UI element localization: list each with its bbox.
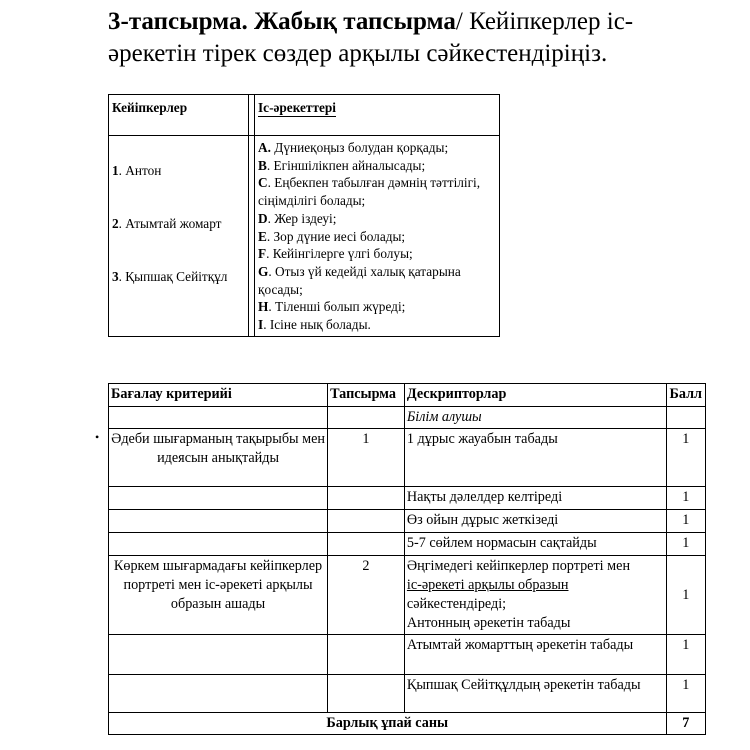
- total-value: 7: [666, 713, 705, 735]
- score: 1: [666, 635, 705, 675]
- action-item: A. Дүниеқоңыз болудан қорқады;: [258, 140, 449, 155]
- character-item: 1. Антон: [112, 163, 162, 178]
- empty-cell: [109, 487, 328, 510]
- score: 1: [666, 429, 705, 487]
- task-2: 2: [328, 556, 405, 635]
- characters-cell: [109, 136, 249, 337]
- descriptors-header: Дескрипторлар: [404, 384, 666, 407]
- empty-cell: [109, 533, 328, 556]
- descriptor: Өз ойын дұрыс жеткізеді: [404, 510, 666, 533]
- descriptor: 5-7 сөйлем нормасын сақтайды: [404, 533, 666, 556]
- action-item: I. Ісіне нық болады.: [258, 317, 371, 333]
- score: 1: [666, 487, 705, 510]
- empty-cell: [328, 533, 405, 556]
- score: 1: [666, 533, 705, 556]
- empty-cell: [328, 487, 405, 510]
- descriptor: 1 дұрыс жауабын табады: [404, 429, 666, 487]
- actions-header: Іс-әрекеттері: [255, 95, 500, 136]
- empty-cell: [328, 510, 405, 533]
- total-label: Барлық ұпай саны: [109, 713, 667, 735]
- empty-cell: [109, 675, 328, 713]
- learner-label: Білім алушы: [404, 407, 666, 429]
- characters-header: Кейіпкерлер: [109, 95, 249, 136]
- action-item: D. Жер іздеуі;: [258, 210, 337, 226]
- action-item: E. Зор дүние иесі болады;: [258, 228, 406, 244]
- score: 1: [666, 510, 705, 533]
- empty-cell: [328, 407, 405, 429]
- character-item: 2. Атымтай жомарт: [112, 216, 222, 231]
- task-heading-bold: 3-тапсырма. Жабық тапсырма: [108, 8, 456, 35]
- task-heading-text: / Кейіпкерлер іс-әрекетін тірек сөздер арқылы сәйкестендіріңіз.: [108, 8, 634, 67]
- score-header: Балл: [666, 384, 705, 407]
- bullet-marker: •: [95, 430, 100, 444]
- action-item: C. Еңбекпен табылған дәмнің тәттілігі, сіңімділігі болады;: [258, 175, 481, 209]
- task-header: Тапсырма: [328, 384, 405, 407]
- actions-cell: [255, 136, 500, 337]
- character-item: 3. Қыпшақ Сейітқұл: [112, 269, 228, 284]
- empty-cell: [109, 407, 328, 429]
- empty-cell: [328, 675, 405, 713]
- task-heading: [108, 6, 683, 70]
- criterion-2: Көркем шығармадағы кейіпкерлер портреті мен іс-әрекеті арқылы образын ашады: [109, 556, 328, 635]
- score: 1: [666, 556, 705, 635]
- task-1: 1: [328, 429, 405, 487]
- empty-cell: [109, 635, 328, 675]
- action-item: G. Отыз үй кедейді халық қатарына қосады;: [258, 263, 461, 297]
- matching-table: [108, 94, 500, 337]
- action-item: B. Егіншілікпен айналысады;: [258, 157, 426, 173]
- criterion-1: Әдеби шығарманың тақырыбы мен идеясын анықтайды: [109, 429, 328, 487]
- descriptor: Әңгімедегі кейіпкерлер портреті мен іс-әрекеті арқылы образын сәйкестендіреді; Антонның әрекетін табады: [404, 556, 666, 635]
- action-item: F. Кейінгілерге үлгі болуы;: [258, 246, 413, 262]
- empty-cell: [328, 635, 405, 675]
- descriptor: Қыпшақ Сейітқұлдың әрекетін табады: [404, 675, 666, 713]
- empty-cell: [109, 510, 328, 533]
- descriptor: Нақты дәлелдер келтіреді: [404, 487, 666, 510]
- rubric-table: [108, 383, 706, 735]
- empty-cell: [666, 407, 705, 429]
- score: 1: [666, 675, 705, 713]
- criteria-header: Бағалау критерийі: [109, 384, 328, 407]
- action-item: H. Тіленші болып жүреді;: [258, 299, 406, 315]
- descriptor: Атымтай жомарттың әрекетін табады: [404, 635, 666, 675]
